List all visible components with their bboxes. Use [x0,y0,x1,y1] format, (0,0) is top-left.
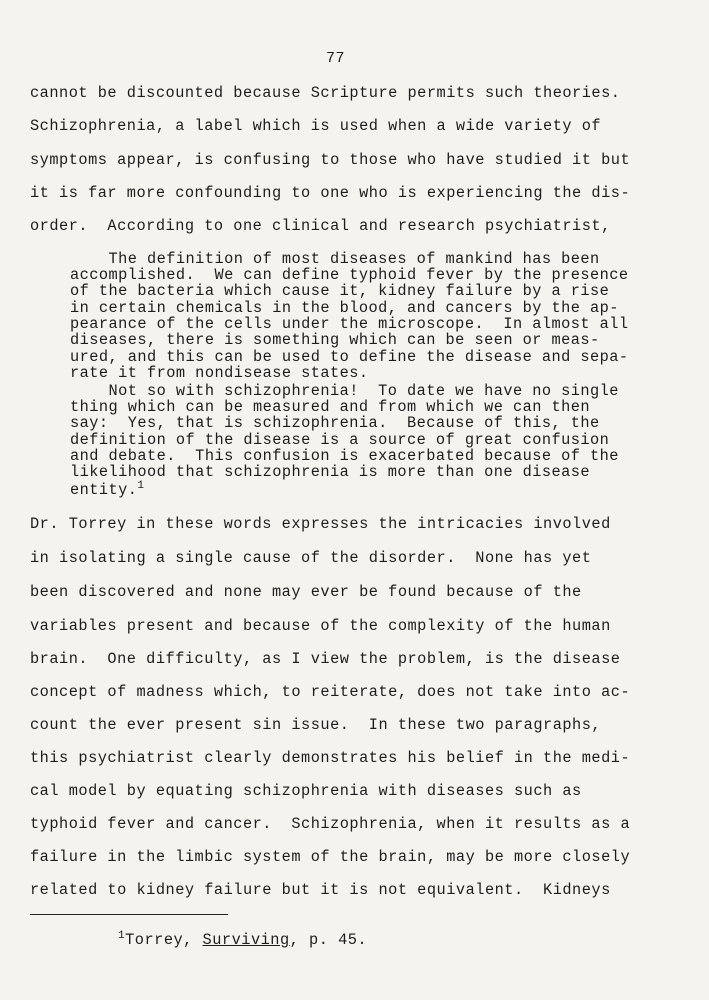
body-line: variables present and because of the complexity of the human [30,617,611,635]
body-line: Schizophrenia, a label which is used when a wide variety of [30,117,602,135]
body-line: in isolating a single cause of the disorder. None has yet [30,549,592,567]
quote-line: definition of the disease is a source of great confusion [70,431,610,449]
body-line: this psychiatrist clearly demonstrates his belief in the medi- [30,749,631,767]
body-line: been discovered and none may ever be found because of the [30,583,582,601]
body-line: symptoms appear, is confusing to those who have studied it but [30,151,631,169]
quote-line: say: Yes, that is schizophrenia. Because of this, the [70,414,600,432]
body-line: Dr. Torrey in these words expresses the intricacies involved [30,515,611,533]
quote-line: likelihood that schizophrenia is more than one disease [70,463,590,481]
quote-line: Not so with schizophrenia! To date we have no single [70,382,619,400]
quote-last-text: entity. [70,481,138,499]
footnote-marker: 1 [118,930,126,942]
footnote-title: Surviving [202,931,290,949]
quote-line: of the bacteria which cause it, kidney failure by a rise [70,282,610,300]
body-line: related to kidney failure but it is not equivalent. Kidneys [30,881,611,899]
quote-line: pearance of the cells under the microscope. In almost all [70,315,629,333]
body-line: it is far more confounding to one who is experiencing the dis- [30,184,631,202]
body-line: failure in the limbic system of the brain, may be more closely [30,848,631,866]
footnote-divider [30,914,228,915]
quote-line: diseases, there is something which can be seen or meas- [70,331,600,349]
body-line: count the ever present sin issue. In these two paragraphs, [30,716,602,734]
footnote-reference-marker: 1 [137,480,145,492]
body-line: order. According to one clinical and research psychiatrist, [30,217,611,235]
body-line: concept of madness which, to reiterate, does not take into ac- [30,683,631,701]
quote-line: The definition of most diseases of mankind has been [70,250,600,268]
quote-line: rate it from nondisease states. [70,364,369,382]
quote-line: in certain chemicals in the blood, and cancers by the ap- [70,299,619,317]
body-line: cannot be discounted because Scripture permits such theories. [30,84,621,102]
footnote-page: , p. 45. [289,931,368,949]
page-number: 77 [326,50,346,67]
footnote [118,931,367,949]
quote-line-last [70,481,144,499]
quote-line: accomplished. We can define typhoid fever by the presence [70,266,629,284]
body-line: brain. One difficulty, as I view the problem, is the disease [30,650,621,668]
body-line: cal model by equating schizophrenia with diseases such as [30,782,582,800]
footnote-author: Torrey, [125,931,203,949]
quote-line: thing which can be measured and from which we can then [70,398,590,416]
quote-line: ured, and this can be used to define the disease and sepa- [70,348,629,366]
quote-line: and debate. This confusion is exacerbated because of the [70,447,619,465]
body-line: typhoid fever and cancer. Schizophrenia, when it results as a [30,815,631,833]
